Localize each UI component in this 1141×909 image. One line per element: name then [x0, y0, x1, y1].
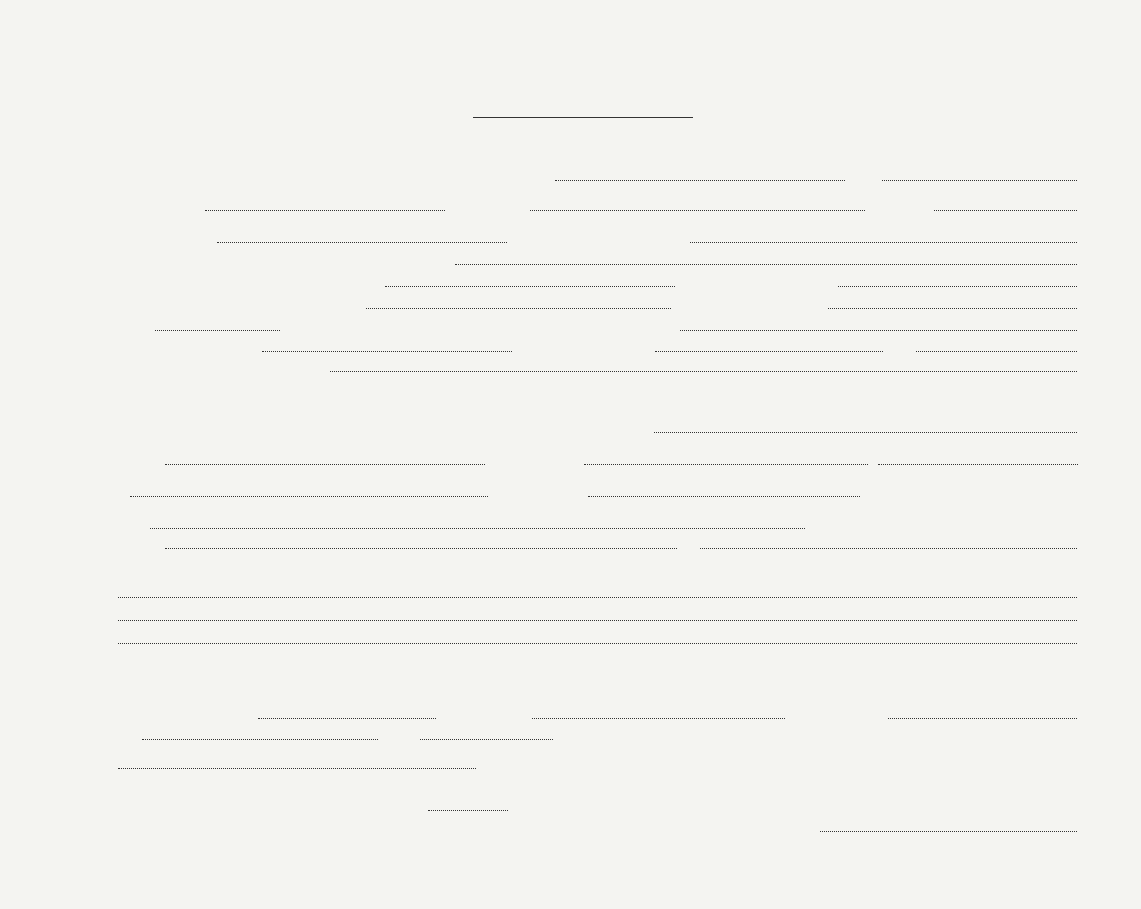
applicant-address-line: [655, 351, 883, 352]
in-county3-line: [532, 718, 785, 719]
born-at-line: [165, 464, 485, 465]
physician-line: [680, 330, 1077, 331]
married-line: [455, 264, 1077, 265]
that-line: [150, 528, 805, 529]
father-line: [217, 242, 507, 243]
county-line: [934, 210, 1077, 211]
father-birthplace-line: [828, 308, 1077, 309]
title-rule: [473, 117, 693, 118]
justice-county-line: [428, 810, 508, 811]
of-line: [130, 496, 488, 497]
sex-line: [882, 180, 1077, 181]
date-line: [916, 351, 1077, 352]
in-county2-line: [588, 496, 860, 497]
declared-line: [258, 718, 436, 719]
commissioner-sig-line: [118, 768, 476, 769]
i-line: [878, 464, 1078, 465]
relationship-line: [330, 371, 1077, 372]
province-line: [888, 718, 1077, 719]
matter-value-line: [654, 432, 1077, 433]
pob-line: [530, 210, 865, 211]
circumstance-line-1: [118, 597, 1077, 598]
on-line: [700, 548, 1077, 549]
mother-line: [690, 242, 1077, 243]
day-of-line: [420, 739, 553, 740]
dob-line: [205, 210, 445, 211]
born-at2-line: [165, 548, 677, 549]
in-county-line: [584, 464, 868, 465]
this-line: [142, 739, 378, 740]
applicant-signature-line: [262, 351, 512, 352]
affiant-sig-line: [820, 831, 1077, 832]
occupation-line: [366, 308, 671, 309]
present-address-line: [838, 286, 1077, 287]
circumstance-line-3: [118, 643, 1077, 644]
name-line: [555, 180, 845, 181]
circumstance-line-2: [118, 620, 1077, 621]
residence-line: [385, 286, 675, 287]
race-line: [155, 330, 280, 331]
